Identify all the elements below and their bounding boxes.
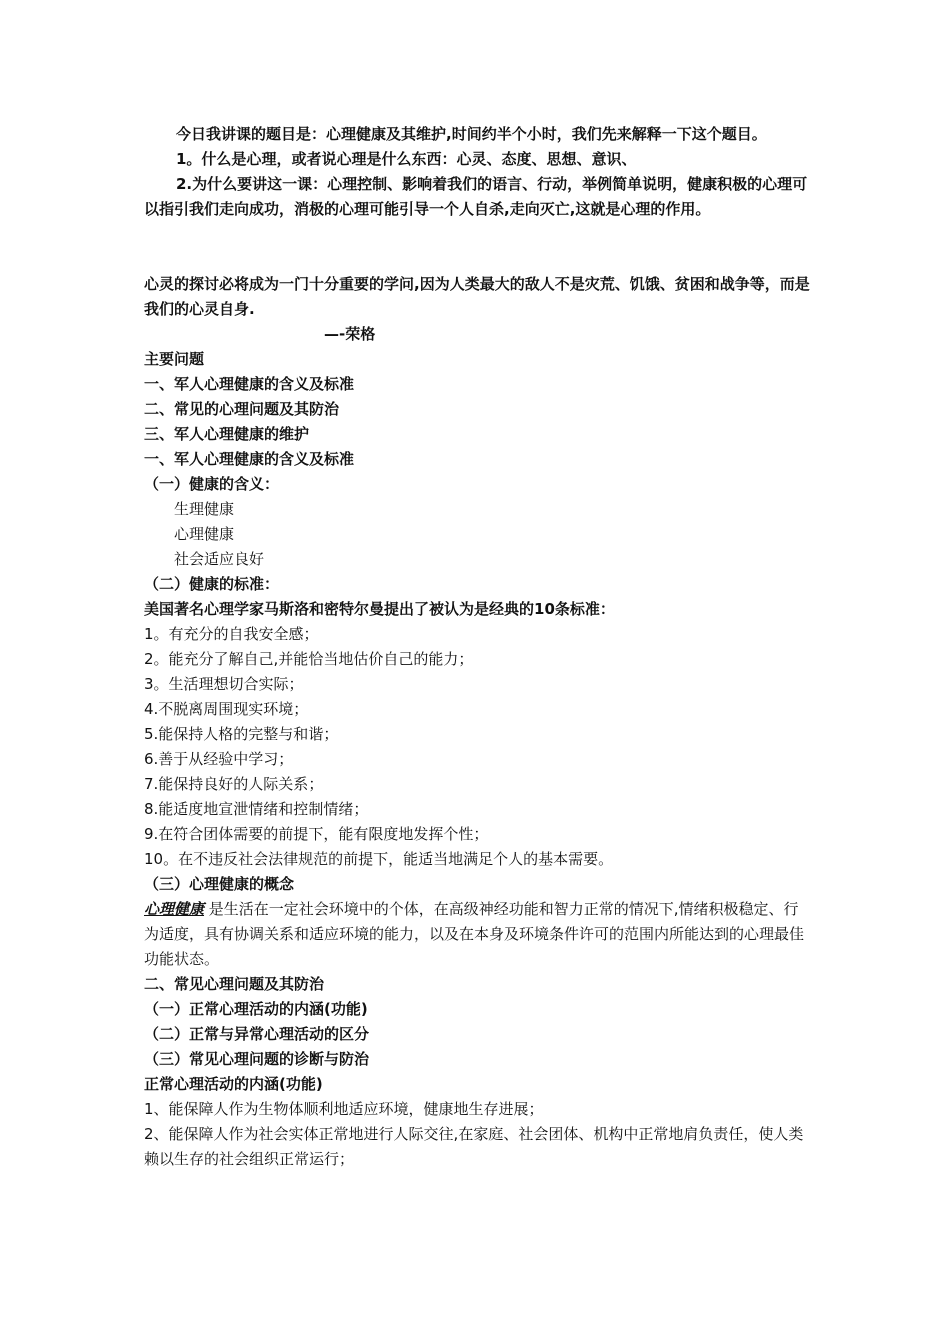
definition-text: 是生活在一定社会环境中的个体，在高级神经功能和智力正常的情况下,情绪积极稳定、行为适度，具有协调关系和适应环境的能力，以及在本身及环境条件许可的范围内所能达到的心理最佳功能状态。 — [144, 900, 805, 968]
section-heading: 正常心理活动的内涵(功能) — [144, 1075, 323, 1093]
list-item: 10。在不违反社会法律规范的前提下，能适当地满足个人的基本需要。 — [144, 850, 614, 868]
subsection-title: （二）健康的标准： — [144, 575, 280, 593]
list-item: 社会适应良好 — [174, 550, 265, 568]
outline-item: 一、军人心理健康的含义及标准 — [144, 375, 355, 393]
quote-text: 心灵的探讨必将成为一门十分重要的学问,因为人类最大的敌人不是灾荒、饥饿、贫困和战争等，而是我们的心灵自身. — [144, 275, 810, 318]
outline-title: 主要问题 — [144, 350, 205, 368]
standards-intro: 美国著名心理学家马斯洛和密特尔曼提出了被认为是经典的10条标准： — [144, 600, 615, 618]
document-body — [144, 122, 812, 1172]
list-item: 生理健康 — [174, 500, 235, 518]
subsection-title: （二）正常与异常心理活动的区分 — [144, 1025, 370, 1043]
subsection-title: （三）常见心理问题的诊断与防治 — [144, 1050, 370, 1068]
list-item: 1、能保障人作为生物体顺利地适应环境，健康地生存进展； — [144, 1100, 544, 1118]
definition-paragraph — [144, 897, 812, 972]
list-item: 2、能保障人作为社会实体正常地进行人际交往,在家庭、社会团体、机构中正常地肩负责任，使人类赖以生存的社会组织正常运行； — [144, 1125, 804, 1168]
subsection-title: （一）正常心理活动的内涵(功能) — [144, 1000, 368, 1018]
subsection-title: （三）心理健康的概念 — [144, 875, 295, 893]
intro-point-1: 1。什么是心理，或者说心理是什么东西：心灵、态度、思想、意识、 — [176, 150, 637, 168]
list-item: 7.能保持良好的人际关系； — [144, 775, 324, 793]
list-item: 5.能保持人格的完整与和谐； — [144, 725, 339, 743]
list-item: 4.不脱离周围现实环境； — [144, 700, 309, 718]
list-item: 心理健康 — [174, 525, 235, 543]
quote-author: —-荣格 — [324, 325, 376, 343]
section-title: 一、军人心理健康的含义及标准 — [144, 450, 355, 468]
intro-point-2: 2.为什么要讲这一课：心理控制、影响着我们的语言、行动，举例简单说明，健康积极的心理可以指引我们走向成功，消极的心理可能引导一个人自杀,走向灭亡,这就是心理的作用。 — [144, 175, 808, 218]
section-title: 二、常见心理问题及其防治 — [144, 975, 325, 993]
outline-item: 三、军人心理健康的维护 — [144, 425, 310, 443]
list-item: 1。有充分的自我安全感； — [144, 625, 319, 643]
spacer — [144, 222, 812, 272]
list-item: 2。能充分了解自己,并能恰当地估价自己的能力； — [144, 650, 474, 668]
intro-paragraph: 今日我讲课的题目是：心理健康及其维护,时间约半个小时，我们先来解释一下这个题目。 — [176, 125, 767, 143]
list-item: 9.在符合团体需要的前提下，能有限度地发挥个性； — [144, 825, 489, 843]
list-item: 8.能适度地宣泄情绪和控制情绪； — [144, 800, 369, 818]
subsection-title: （一）健康的含义： — [144, 475, 280, 493]
list-item: 3。生活理想切合实际； — [144, 675, 304, 693]
outline-item: 二、常见的心理问题及其防治 — [144, 400, 340, 418]
defined-term: 心理健康 — [144, 900, 205, 918]
list-item: 6.善于从经验中学习； — [144, 750, 294, 768]
